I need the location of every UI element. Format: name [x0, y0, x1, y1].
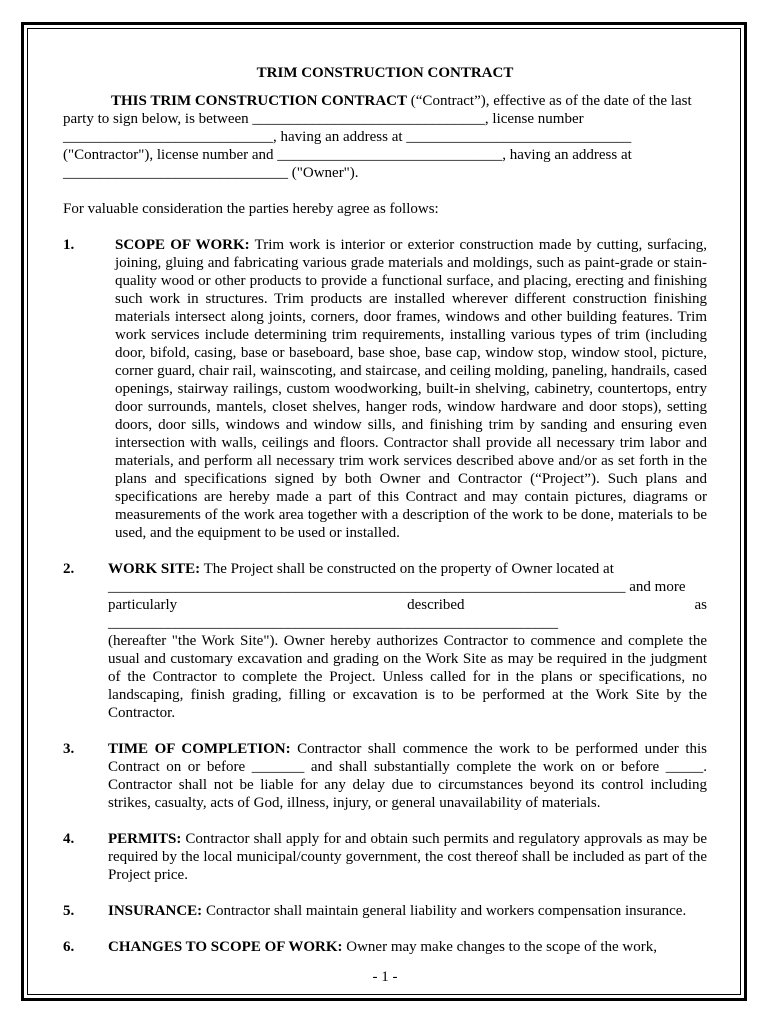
intro-bold-lead: THIS TRIM CONSTRUCTION CONTRACT: [111, 93, 408, 109]
section-text: Contractor shall commence the work to be performed under this Contract on or before _______ and shall substantially complete the work on or before _____. Contractor shall not be liable for any delay due to circumstances beyond its control including strikes, casualty, acts of God, illness, injury, or general unavailability of materials.: [108, 741, 707, 811]
section-number: 4.: [63, 831, 75, 847]
intro-line5: ______________________________ ("Owner").: [63, 165, 359, 181]
section-number: 3.: [63, 741, 75, 757]
section-text-line2: _____________________________________________________________________ and more: [108, 579, 686, 595]
section-number: 6.: [63, 939, 75, 955]
section-1-scope: [63, 236, 707, 542]
section-text: Owner may make changes to the scope of the work,: [342, 939, 657, 955]
section-number: 2.: [63, 561, 75, 577]
section-text: Contractor shall maintain general liability and workers compensation insurance.: [202, 903, 687, 919]
page-number: - 1 -: [372, 969, 398, 985]
section-text: Contractor shall apply for and obtain such permits and regulatory approvals as may be required by the local municipal/county government, the cost thereof shall be included as part of the Project price.: [108, 831, 707, 883]
section-5-insurance: [63, 902, 707, 920]
section-text-rest: (hereafter "the Work Site"). Owner hereby authorizes Contractor to commence and complete the usual and customary excavation and grading on the Work Site as may be required in the judgment of the Contractor to complete the Project. Unless called for in the plans or specifications, no landscaping, finish grading, filling or excavation is to be performed at the Work Site by the Contractor.: [108, 633, 707, 721]
section-heading: INSURANCE:: [108, 903, 203, 919]
section-number: 1.: [63, 237, 75, 253]
section-heading: CHANGES TO SCOPE OF WORK:: [108, 939, 343, 955]
section-text-line3: particularly described as ____________________________________________________________: [108, 597, 707, 631]
section-heading: WORK SITE:: [108, 561, 201, 577]
section-2-work-site: [63, 560, 707, 722]
intro-line4: ("Contractor"), license number and ______________________________, having an address at: [63, 147, 632, 163]
document-title: TRIM CONSTRUCTION CONTRACT: [256, 65, 514, 81]
intro-paragraph: [63, 92, 707, 182]
section-number: 5.: [63, 903, 75, 919]
section-6-changes: [63, 938, 707, 956]
section-3-time-of-completion: [63, 740, 707, 812]
intro-line1: (“Contract”), effective as of the date of the last: [407, 93, 692, 109]
section-heading: PERMITS:: [108, 831, 182, 847]
section-heading: TIME OF COMPLETION:: [108, 741, 291, 757]
consideration-text: For valuable consideration the parties hereby agree as follows:: [63, 201, 439, 217]
intro-line3: ____________________________, having an address at ______________________________: [63, 129, 632, 145]
section-text-line1: The Project shall be constructed on the property of Owner located at: [200, 561, 614, 577]
intro-line2: party to sign below, is between _______________________________, license number: [63, 111, 584, 127]
contract-page: [63, 64, 707, 956]
section-4-permits: [63, 830, 707, 884]
section-text: Trim work is interior or exterior construction made by cutting, surfacing, joining, gluing and fabricating various grade materials and moldings, such as paint-grade or stain-quality wood or other products to provide a functional surface, and placing, erecting and finishing such work in structures. Trim products are installed wherever different construction finishing materials intersect along joints, corners, door frames, windows and other building features. Trim work services include determining trim requirements, installing various types of trim (including door, bifold, casing, base or baseboard, base shoe, base cap, window stop, window stool, picture, corner guard, chair rail, wainscoting, and staircase, and ceiling molding, paneling, handrails, cased openings, stairway railings, custom woodworking, built-in shelving, cabinetry, countertops, entry door surrounds, mantels, closet shelves, hanger rods, window hardware and door stops), setting doors, door sills, windows and window sills, and finishing trim by sanding and ensuring even intersection with walls, ceilings and floors. Contractor shall provide all necessary trim labor and materials, and perform all necessary trim work services described above and/or as set forth in the plans and specifications signed by both Owner and Contractor (“Project”). Such plans and specifications are hereby made a part of this Contract and may contain pictures, diagrams or measurements of the work area together with a description of the work to be done, materials to be used, and the equipment to be used or installed.: [115, 237, 707, 541]
section-heading: SCOPE OF WORK:: [115, 237, 250, 253]
